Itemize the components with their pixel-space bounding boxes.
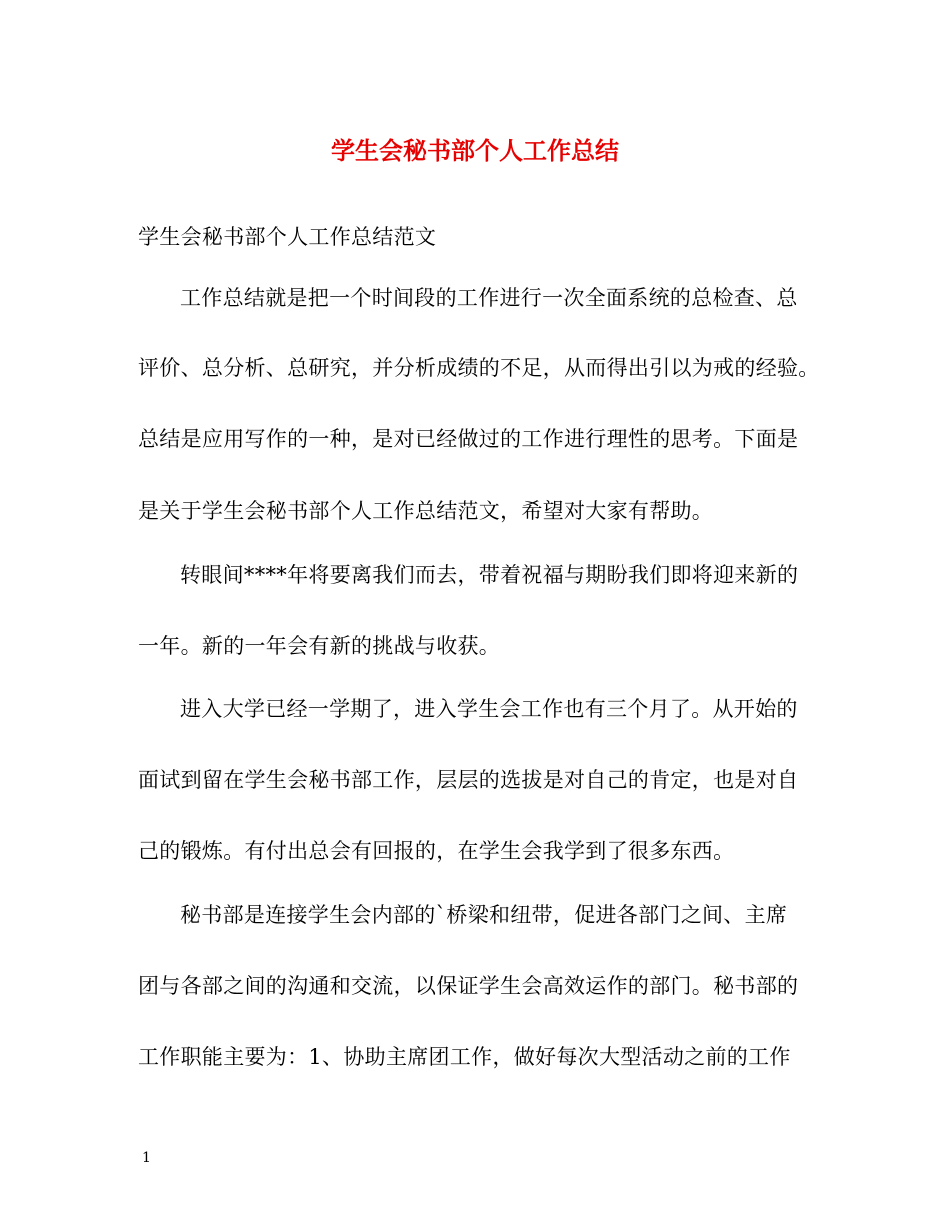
paragraph-line: 总结是应用写作的一种，是对已经做过的工作进行理性的思考。下面是 [138, 427, 799, 451]
paragraph-line: 评价、总分析、总研究，并分析成绩的不足，从而得出引以为戒的经验。 [138, 356, 820, 380]
paragraph-line: 是关于学生会秘书部个人工作总结范文，希望对大家有帮助。 [138, 499, 714, 523]
page-number: 1 [142, 1150, 151, 1166]
page-title: 学生会秘书部个人工作总结 [331, 136, 619, 165]
subtitle-line: 学生会秘书部个人工作总结范文 [138, 225, 437, 249]
paragraph-line: 秘书部是连接学生会内部的`桥梁和纽带，促进各部门之间、主席 [180, 903, 788, 927]
paragraph-line: 团与各部之间的沟通和交流，以保证学生会高效运作的部门。秘书部的 [138, 974, 799, 998]
paragraph-line: 一年。新的一年会有新的挑战与收获。 [138, 634, 501, 658]
paragraph-line: 转眼间****年将要离我们而去，带着祝福与期盼我们即将迎来新的 [180, 563, 799, 587]
paragraph-line: 己的锻炼。有付出总会有回报的，在学生会我学到了很多东西。 [138, 839, 735, 863]
paragraph-line: 工作职能主要为：1、协助主席团工作，做好每次大型活动之前的工作 [138, 1045, 791, 1069]
paragraph-line: 工作总结就是把一个时间段的工作进行一次全面系统的总检查、总 [180, 286, 798, 310]
paragraph-line: 面试到留在学生会秘书部工作，层层的选拔是对自己的肯定，也是对自 [138, 768, 799, 792]
paragraph-line: 进入大学已经一学期了，进入学生会工作也有三个月了。从开始的 [180, 697, 798, 721]
